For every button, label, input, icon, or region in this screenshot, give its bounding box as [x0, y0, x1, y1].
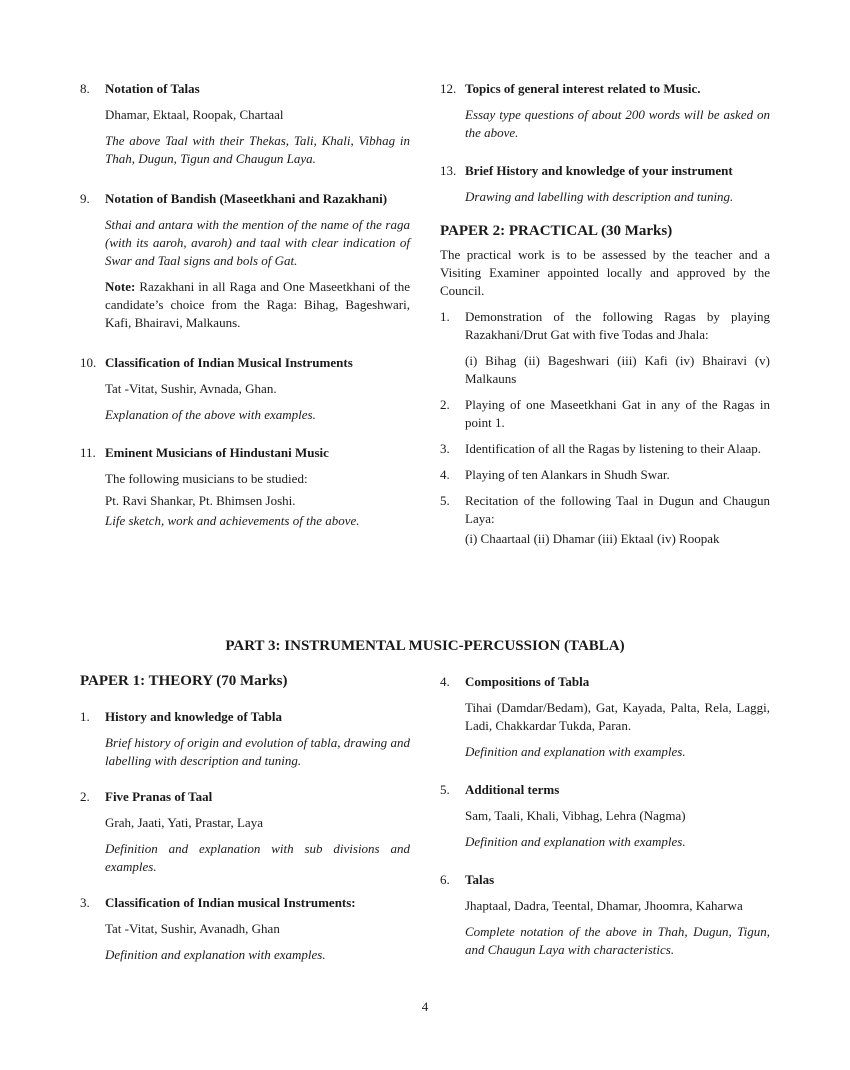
item-heading: Topics of general interest related to Music. — [465, 81, 701, 96]
item-description: Life sketch, work and achievements of the above. — [105, 513, 360, 528]
left-column-bottom — [80, 672, 410, 978]
tabla-item-6 — [440, 871, 770, 959]
item-text: Identification of all the Ragas by listening to their Alaap. — [465, 441, 762, 456]
item-description: Explanation of the above with examples. — [105, 407, 316, 422]
item-description: Definition and explanation with examples. — [465, 744, 686, 759]
item-text: Playing of ten Alankars in Shudh Swar. — [465, 467, 670, 482]
item-number: 8. — [80, 81, 90, 96]
item-number: 13. — [440, 163, 457, 178]
page-number: 4 — [421, 999, 429, 1014]
item-number: 4. — [440, 467, 450, 482]
item-description: Definition and explanation with sub divisions and examples. — [105, 841, 410, 874]
left-column-top — [80, 80, 410, 544]
item-number: 6. — [440, 872, 450, 887]
item-number: 3. — [80, 895, 90, 910]
item-number: 9. — [80, 191, 90, 206]
practical-item-3 — [440, 440, 770, 458]
practical-item-4 — [440, 466, 770, 484]
tabla-item-5 — [440, 781, 770, 851]
item-number: 11. — [80, 445, 96, 460]
item-heading: Brief History and knowledge of your instrument — [465, 163, 733, 178]
item-12 — [440, 80, 770, 142]
item-description: Sthai and antara with the mention of the name of the raga (with its aaroh, avaroh) and taal with clear indication of Swar and Taal signs and bols of Gat. — [105, 217, 410, 268]
item-10 — [80, 354, 410, 424]
tabla-item-2 — [80, 788, 410, 876]
item-text: Playing of one Maseetkhani Gat in any of the Ragas in point 1. — [465, 397, 770, 430]
item-description: Definition and explanation with examples. — [105, 947, 326, 962]
tabla-item-4 — [440, 673, 770, 761]
item-heading: Talas — [465, 872, 495, 887]
item-description: Drawing and labelling with description and tuning. — [465, 189, 734, 204]
item-subtext: (i) Bihag (ii) Bageshwari (iii) Kafi (iv) Bhairavi (v) Malkauns — [465, 353, 770, 386]
item-number: 4. — [440, 674, 450, 689]
item-text: Tihai (Damdar/Bedam), Gat, Kayada, Palta, Rela, Laggi, Ladi, Chakkardar Tukda, Paran. — [465, 700, 770, 733]
item-9 — [80, 190, 410, 332]
item-text: Sam, Taali, Khali, Vibhag, Lehra (Nagma) — [465, 808, 686, 823]
item-text: The following musicians to be studied: — [105, 471, 308, 486]
part-3-title: PART 3: INSTRUMENTAL MUSIC-PERCUSSION (TABLA) — [225, 638, 625, 654]
item-number: 2. — [440, 397, 450, 412]
tabla-item-1 — [80, 708, 410, 770]
item-text: Pt. Ravi Shankar, Pt. Bhimsen Joshi. — [105, 493, 296, 508]
item-heading: Classification of Indian musical Instruments: — [105, 895, 356, 910]
item-heading: Eminent Musicians of Hindustani Music — [105, 445, 329, 460]
paper-2-intro: The practical work is to be assessed by the teacher and a Visiting Examiner appointed locally and approved by the Council. — [440, 247, 770, 298]
item-heading: History and knowledge of Tabla — [105, 709, 282, 724]
item-text: Recitation of the following Taal in Dugun and Chaugun Laya: — [465, 493, 770, 526]
item-heading: Classification of Indian Musical Instruments — [105, 355, 353, 370]
item-heading: Notation of Talas — [105, 81, 200, 96]
item-text: Tat -Vitat, Sushir, Avnada, Ghan. — [105, 381, 277, 396]
note-text: Razakhani in all Raga and One Maseetkhani of the candidate’s choice from the Raga: Bihag, Bageshwari, Kafi, Bhairavi, Malkauns. — [105, 279, 410, 330]
item-description: Definition and explanation with examples. — [465, 834, 686, 849]
item-description: The above Taal with their Thekas, Tali, Khali, Vibhag in Thah, Dugun, Tigun and Chaugun Laya. — [105, 133, 410, 166]
item-8 — [80, 80, 410, 168]
item-number: 1. — [440, 309, 450, 324]
item-description: Essay type questions of about 200 words will be asked on the above. — [465, 107, 770, 140]
item-text: Dhamar, Ektaal, Roopak, Chartaal — [105, 107, 284, 122]
item-description: Brief history of origin and evolution of tabla, drawing and labelling with description and tuning. — [105, 735, 410, 768]
note — [105, 278, 410, 332]
item-number: 5. — [440, 493, 450, 508]
note-label: Note: — [105, 279, 136, 294]
practical-item-2 — [440, 396, 770, 432]
item-heading: Compositions of Tabla — [465, 674, 590, 689]
item-description: Complete notation of the above in Thah, Dugun, Tigun, and Chaugun Laya with characteristics. — [465, 924, 770, 957]
item-13 — [440, 162, 770, 206]
paper-1-title: PAPER 1: THEORY (70 Marks) — [80, 673, 288, 689]
practical-item-1 — [440, 308, 770, 388]
item-text: Demonstration of the following Ragas by playing Razakhani/Drut Gat with five Todas and Jhala: — [465, 309, 770, 342]
item-number: 12. — [440, 81, 457, 96]
practical-item-5 — [440, 492, 770, 548]
right-column-top — [440, 80, 770, 556]
right-column-bottom — [440, 673, 770, 973]
item-number: 2. — [80, 789, 90, 804]
tabla-item-3 — [80, 894, 410, 964]
item-11 — [80, 444, 410, 530]
item-subtext: (i) Chaartaal (ii) Dhamar (iii) Ektaal (iv) Roopak — [465, 531, 720, 546]
paper-2-title: PAPER 2: PRACTICAL (30 Marks) — [440, 223, 673, 239]
item-text: Tat -Vitat, Sushir, Avanadh, Ghan — [105, 921, 280, 936]
item-number: 1. — [80, 709, 90, 724]
item-heading: Additional terms — [465, 782, 560, 797]
item-text: Grah, Jaati, Yati, Prastar, Laya — [105, 815, 263, 830]
item-heading: Notation of Bandish (Maseetkhani and Razakhani) — [105, 191, 388, 206]
item-number: 10. — [80, 355, 97, 370]
item-text: Jhaptaal, Dadra, Teental, Dhamar, Jhoomra, Kaharwa — [465, 898, 743, 913]
item-number: 5. — [440, 782, 450, 797]
item-heading: Five Pranas of Taal — [105, 789, 213, 804]
item-number: 3. — [440, 441, 450, 456]
